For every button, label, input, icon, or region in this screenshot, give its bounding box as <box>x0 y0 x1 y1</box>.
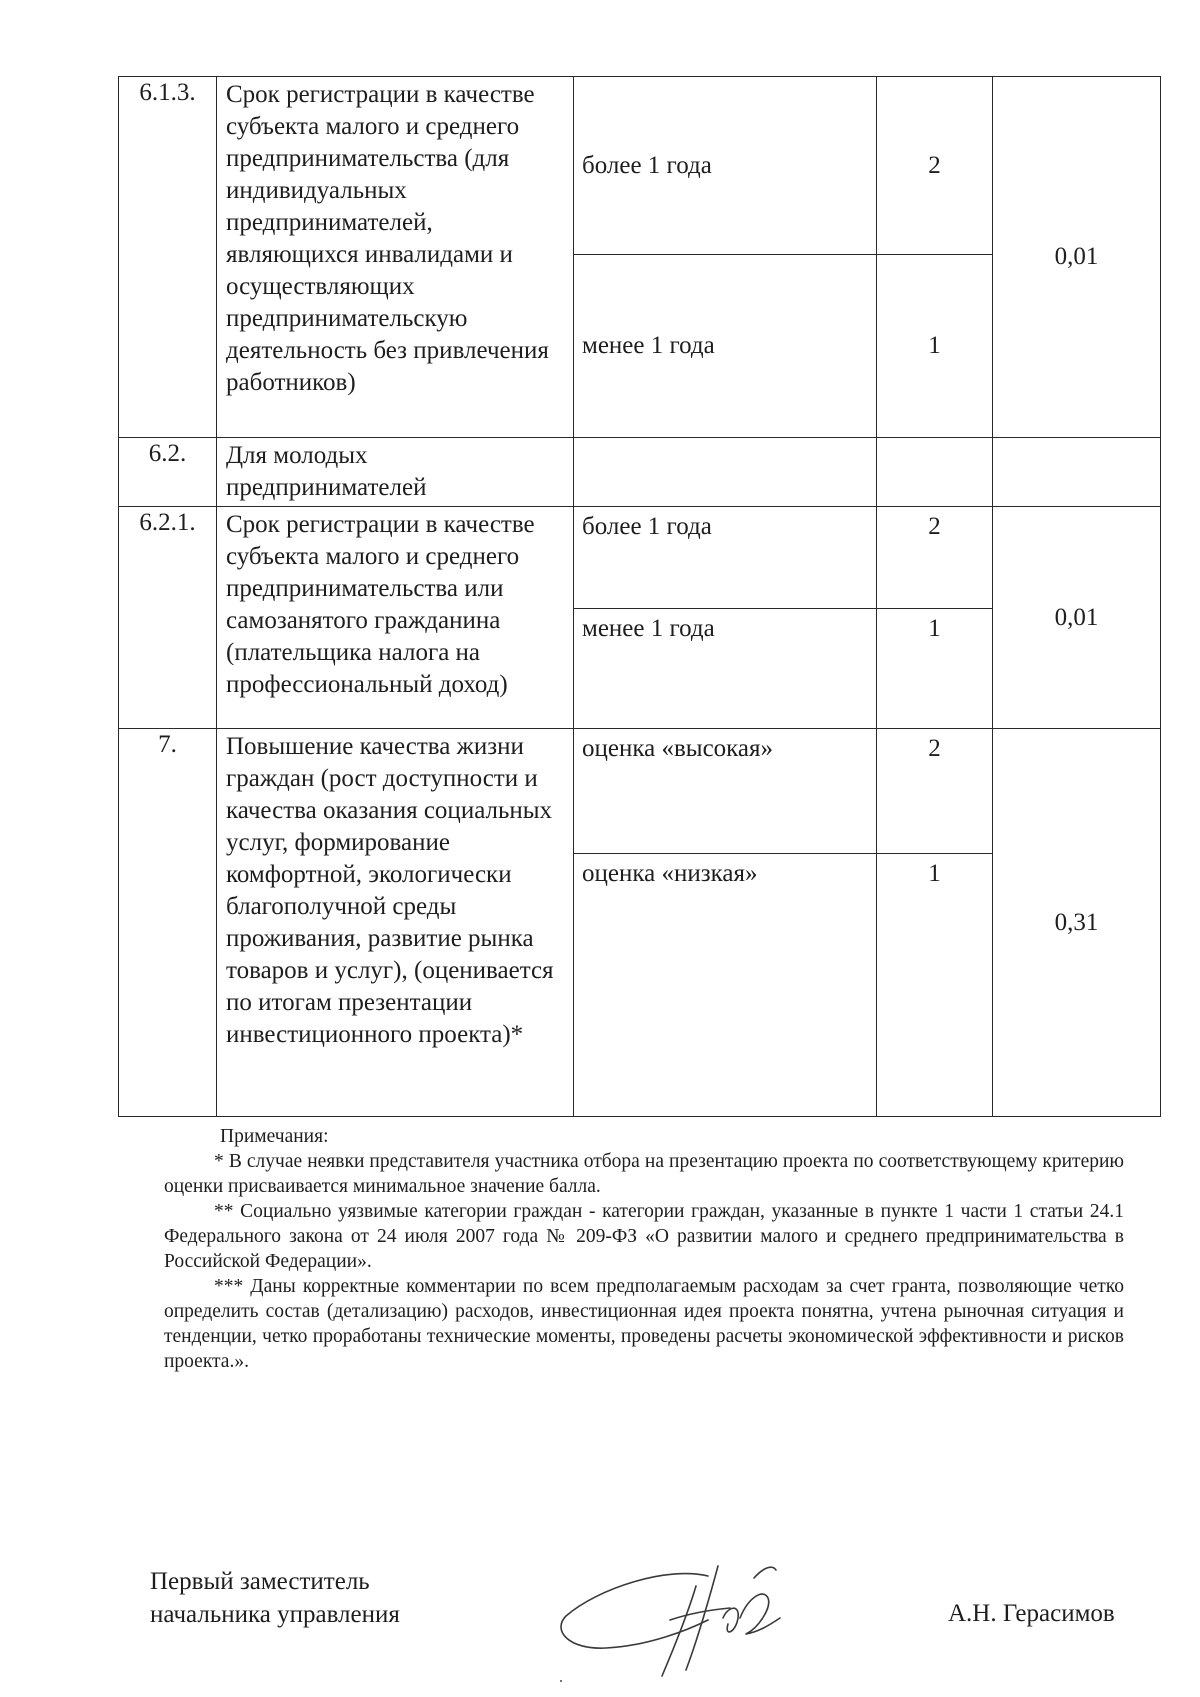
criterion-name: Для молодых предпринимателей <box>217 438 574 507</box>
option-value: более 1 года <box>574 77 877 255</box>
signatory-position <box>150 1565 400 1631</box>
empty-cell <box>574 438 877 507</box>
scan-speck <box>560 1680 562 1682</box>
criterion-weight: 0,31 <box>993 729 1161 1117</box>
handwritten-signature <box>558 1558 798 1683</box>
signatory-name: А.Н. Герасимов <box>948 1600 1115 1627</box>
option-value: оценка «высокая» <box>574 729 877 854</box>
option-value: менее 1 года <box>574 609 877 729</box>
option-value: оценка «низкая» <box>574 854 877 1117</box>
table-row <box>119 77 1161 255</box>
note-item: *** Даны корректные комментарии по всем предполагаемым расходам за счет гранта, позволяющие четко определить состав (детализацию) расходов, инвестиционная идея проекта понятна, учтена рыночная ситуация и тенденции, четко проработаны технические моменты, проведены расчеты экономической эффективности и рисков проекта.». <box>164 1276 1124 1372</box>
table-row <box>119 507 1161 609</box>
criterion-weight: 0,01 <box>993 77 1161 438</box>
option-points: 2 <box>877 729 993 854</box>
notes-section <box>164 1124 1124 1374</box>
row-number: 7. <box>119 729 217 1117</box>
row-number: 6.2.1. <box>119 507 217 729</box>
table-row <box>119 729 1161 854</box>
option-points: 1 <box>877 255 993 438</box>
option-points: 1 <box>877 609 993 729</box>
empty-cell <box>877 438 993 507</box>
criterion-weight: 0,01 <box>993 507 1161 729</box>
criterion-name: Повышение качества жизни граждан (рост доступности и качества оказания социальных услуг, формирование комфортной, экологически благополучной среды проживания, развитие рынка товаров и услуг), (оценивается по итогам презентации инвестиционного проекта)* <box>217 729 574 1117</box>
option-points: 1 <box>877 854 993 1117</box>
criteria-table <box>118 76 1161 1117</box>
note-item: * В случае неявки представителя участника отбора на презентацию проекта по соответствующему критерию оценки присваивается минимальное значение балла. <box>164 1151 1124 1197</box>
signatory-position-line: начальника управления <box>150 1601 400 1628</box>
criterion-name: Срок регистрации в качестве субъекта малого и среднего предпринимательства или самозанятого гражданина (плательщика налога на профессиональный доход) <box>217 507 574 729</box>
option-value: менее 1 года <box>574 255 877 438</box>
row-number: 6.1.3. <box>119 77 217 438</box>
option-points: 2 <box>877 507 993 609</box>
option-value: более 1 года <box>574 507 877 609</box>
row-number: 6.2. <box>119 438 217 507</box>
notes-title: Примечания: <box>220 1126 329 1147</box>
criterion-name: Срок регистрации в качестве субъекта малого и среднего предпринимательства (для индивидуальных предпринимателей, являющихся инвалидами и осуществляющих предпринимательскую деятельность без привлечения работников) <box>217 77 574 438</box>
note-item: ** Социально уязвимые категории граждан - категории граждан, указанные в пункте 1 части 1 статьи 24.1 Федерального закона от 24 июля 2007 года № 209-ФЗ «О развитии малого и среднего предпринимательства в Российской Федерации». <box>164 1201 1124 1272</box>
table-row <box>119 438 1161 507</box>
criterion-weight <box>993 438 1161 507</box>
signatory-position-line: Первый заместитель <box>150 1568 370 1595</box>
option-points: 2 <box>877 77 993 255</box>
